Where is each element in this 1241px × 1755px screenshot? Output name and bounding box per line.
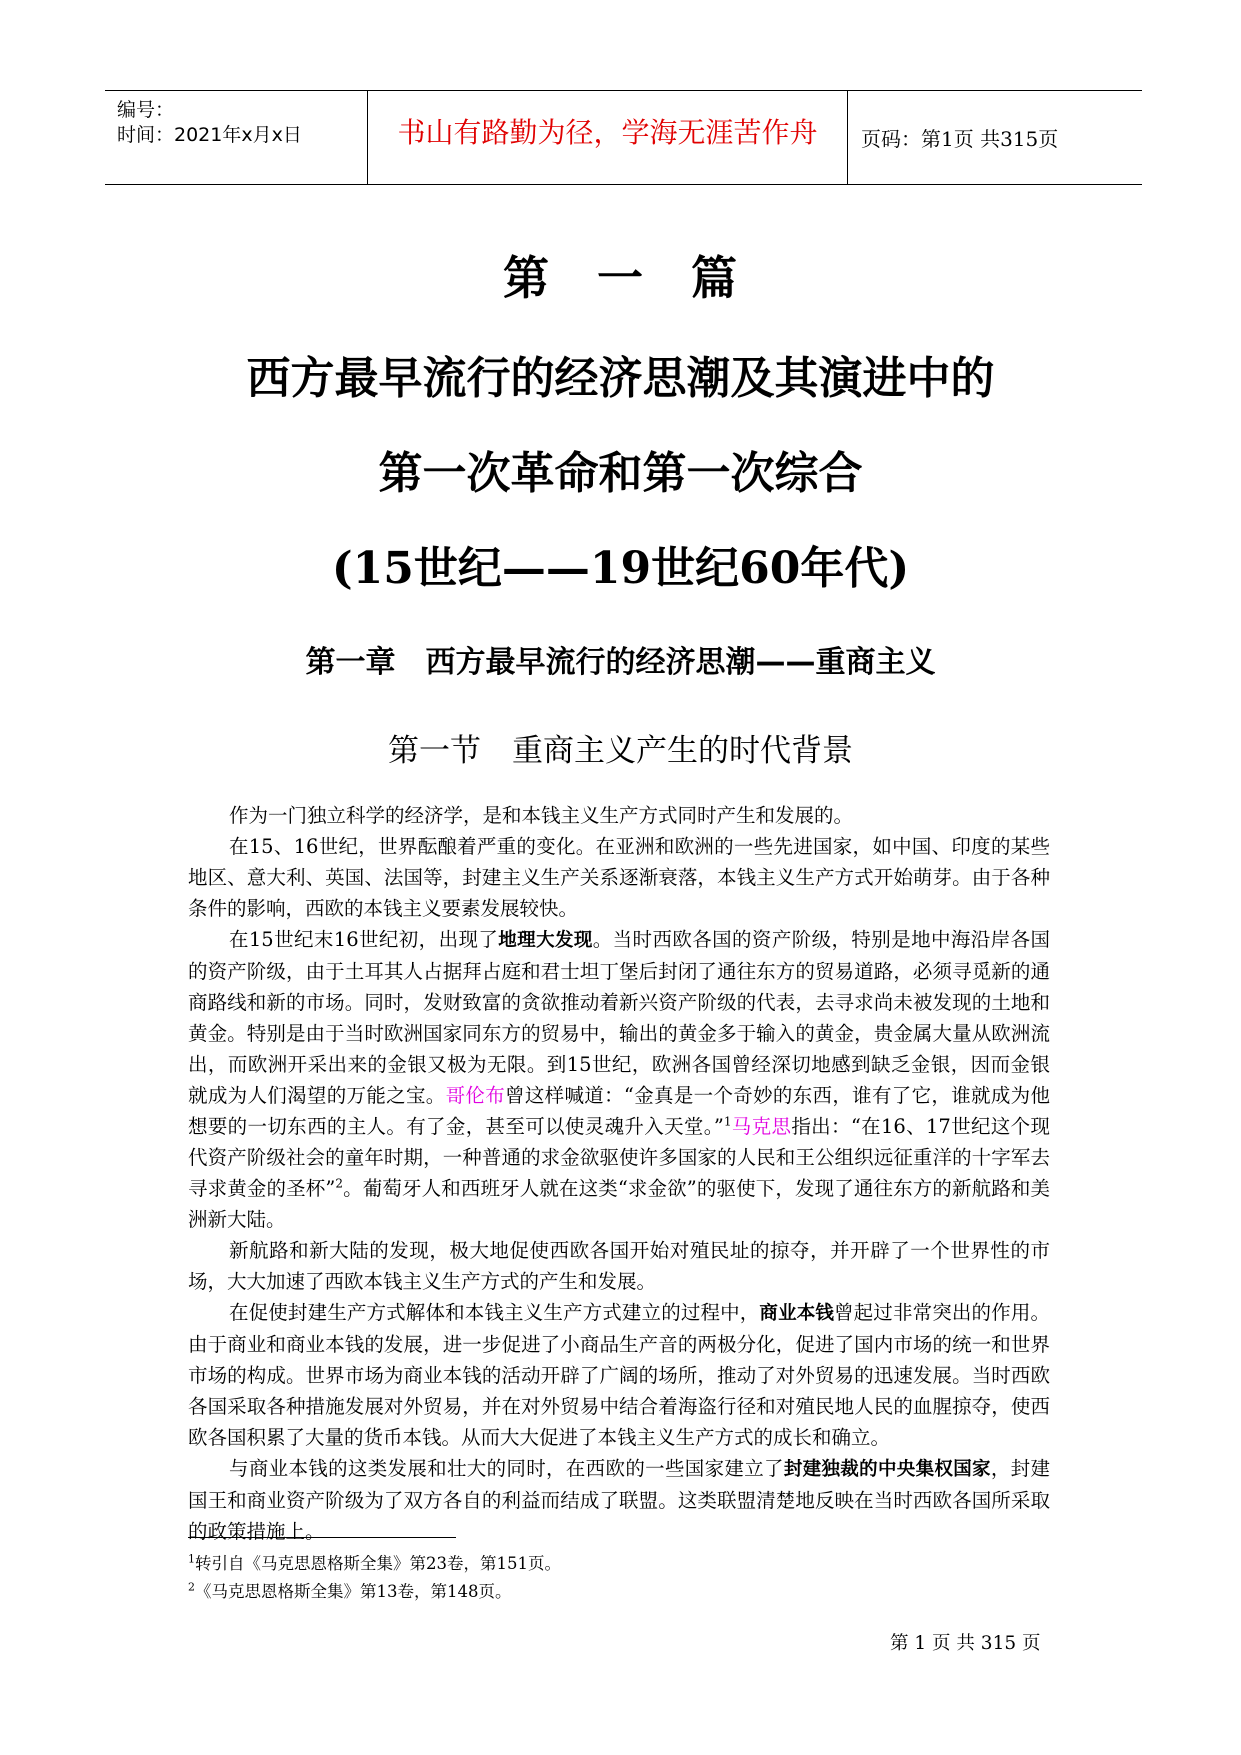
paragraph-4: 新航路和新大陆的发现，极大地促使西欧各国开始对殖民址的掠夺，并开辟了一个世界性的市场，大大加速了西欧本钱主义生产方式的产生和发展。 [188,1239,1050,1293]
p6-text-a: 与商业本钱的这类发展和壮大的同时，在西欧的一些国家建立了 [229,1457,784,1480]
p3-text-b: 。当时西欧各国的资产阶级，特别是地中海沿岸各国的资产阶级，由于土耳其人占据拜占庭和君士坦丁堡后封闭了通往东方的贸易道路，必须寻觅新的通商路线和新的市场。同时，发财致富的贪欲推动着新兴资产阶级的代表，去寻求尚未被发现的土地和黄金。特别是由于当时欧洲国家同东方的贸易中，输出的黄金多于输入的黄金，贵金属大量从欧洲流出，而欧洲开采出来的金银又极为无限。到15世纪，欧洲各国曾经深切地感到缺乏金银，因而金银就成为人们渴望的万能之宝。 [188,928,1050,1107]
chapter-title: 第一章 西方最早流行的经济思潮——重商主义 [305,645,936,680]
footnote-1 [188,1550,561,1574]
part-subtitle-line3: (15世纪——19世纪60年代) [331,543,910,594]
marx-link[interactable]: 马克思 [731,1115,792,1138]
paragraph-3 [188,924,1050,1235]
header-left-cell [105,91,368,184]
part-subtitle-line2: 第一次革命和第一次综合 [378,448,863,499]
footnote-ref-1[interactable]: 1 [723,1114,732,1129]
paragraph-5 [188,1297,1050,1453]
footnote-1-mark: 1 [188,1552,195,1566]
footnote-1-text: 转引自《马克思恩格斯全集》第23卷，第151页。 [195,1554,561,1573]
p3-text-e: 。葡萄牙人和西班牙人就在这类“求金欲”的驱使下，发现了通往东方的新航路和美洲新大陆。 [188,1177,1050,1231]
paragraph-2: 在15、16世纪，世界酝酿着严重的变化。在亚洲和欧洲的一些先进国家，如中国、印度的某些地区、意大利、英国、法国等，封建主义生产关系逐渐衰落，本钱主义生产方式开始萌芽。由于各种条件的影响，西欧的本钱主义要素发展较快。 [188,835,1050,920]
p6-text-b: ，封建国王和商业资产阶级为了双方各自的利益而结成了联盟。这类联盟清楚地反映在当时西欧各国所采取的政策措施上。 [188,1457,1050,1543]
p5-bold-term: 商业本钱 [759,1303,835,1324]
p6-bold-term: 封建独裁的中央集权国家 [783,1459,991,1480]
page-footer: 第 1 页 共 315 页 [890,1633,1041,1654]
body-text [188,800,1050,1547]
footnote-2-text: 《马克思恩格斯全集》第13卷，第148页。 [195,1582,512,1601]
paragraph-1: 作为一门独立科学的经济学，是和本钱主义生产方式同时产生和发展的。 [229,804,854,827]
page-code: 页码：第1页 共315页 [861,127,1059,151]
footnote-2 [188,1578,512,1602]
part-title: 第 一 篇 [503,251,738,305]
p3-text-c: 曾这样喊道：“金真是一个奇妙的东西，谁有了它，谁就成为他想要的一切东西的主人。有了金，甚至可以使灵魂升入天堂。” [188,1084,1050,1138]
time-label: 时间：2021年x月x日 [117,124,302,146]
p5-text-a: 在促使封建生产方式解体和本钱主义生产方式建立的过程中， [229,1301,760,1324]
footnote-ref-2[interactable]: 2 [335,1176,343,1191]
p3-text-d: 指出：“在16、17世纪这个现代资产阶级社会的童年时期，一种普通的求金欲驱使许多国家的人民和王公组织远征重洋的十字军去寻求黄金的圣杯” [188,1115,1050,1200]
motto: 书山有路勤为径，学海无涯苦作舟 [368,91,848,184]
footnote-2-mark: 2 [188,1580,195,1594]
p3-text-a: 在15世纪末16世纪初，出现了 [229,928,499,951]
number-label: 编号： [117,99,175,121]
footnote-divider [188,1537,456,1538]
part-subtitle-line1: 西方最早流行的经济思潮及其演进中的 [246,353,995,404]
columbus-link[interactable]: 哥伦布 [445,1084,506,1107]
header-table [105,90,1142,185]
p3-bold-term: 地理大发现 [498,930,593,951]
paragraph-6 [188,1453,1050,1547]
section-title: 第一节 重商主义产生的时代背景 [388,733,853,769]
p5-text-b: 曾起过非常突出的作用。由于商业和商业本钱的发展，进一步促进了小商品生产音的两极分化，促进了国内市场的统一和世界市场的构成。世界市场为商业本钱的活动开辟了广阔的场所，推动了对外贸易的迅速发展。当时西欧各国采取各种措施发展对外贸易，并在对外贸易中结合着海盗行径和对殖民地人民的血腥掠夺，使西欧各国积累了大量的货币本钱。从而大大促进了本钱主义生产方式的成长和确立。 [188,1301,1050,1449]
